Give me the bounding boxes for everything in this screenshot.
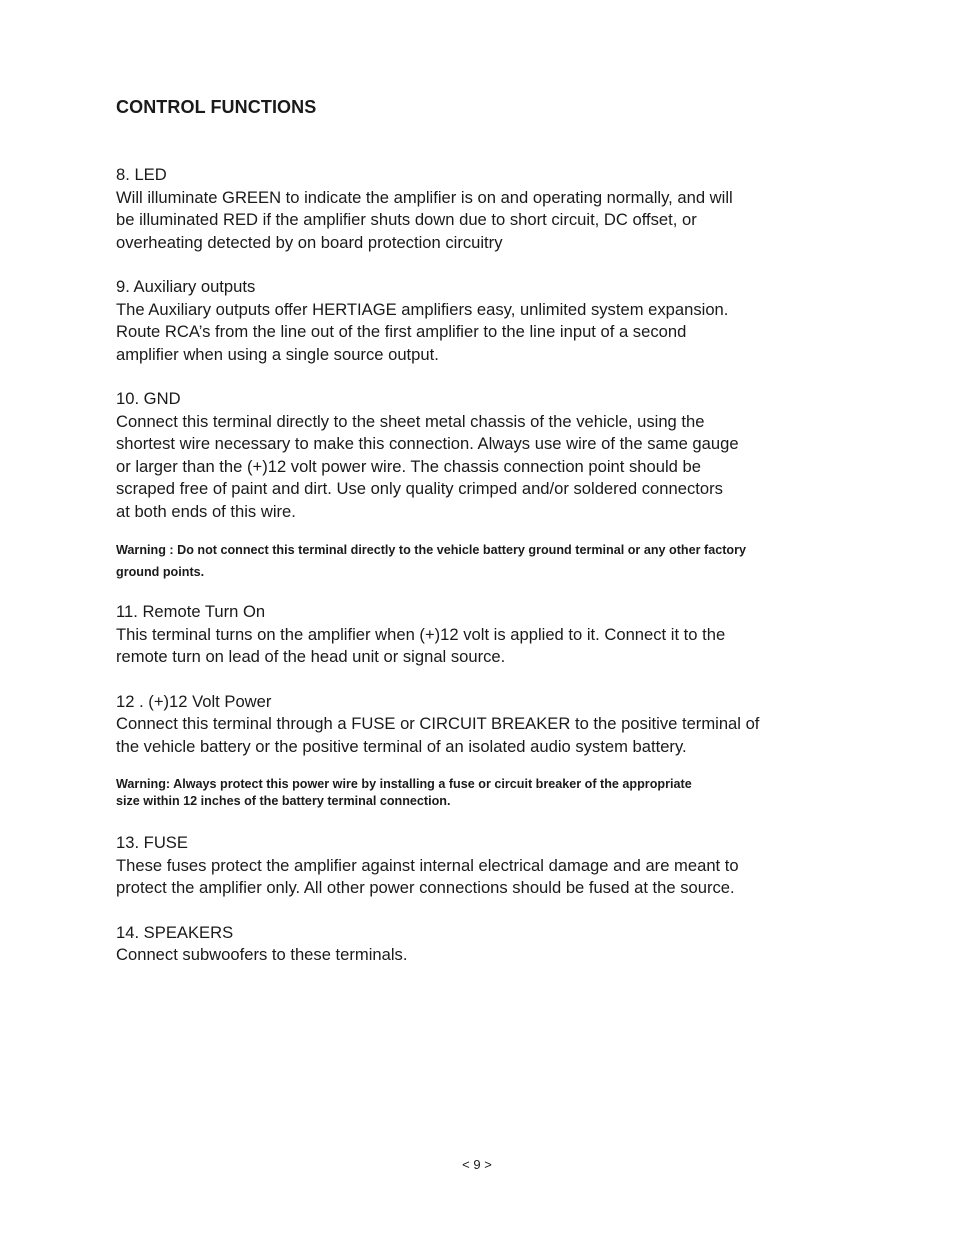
section-body: This terminal turns on the amplifier when (+)12 volt is applied to it. Connect it to the remote turn on lead of the head unit or signal source.	[116, 624, 726, 666]
section-body: The Auxiliary outputs offer HERTIAGE amplifiers easy, unlimited system expansion. Route RCA’s from the line out of the first amplifier to the line input of a second amplifier when using a single source output.	[116, 299, 729, 364]
section-auxiliary-outputs	[116, 276, 806, 366]
section-heading: 13. FUSE	[116, 833, 188, 852]
section-heading: 9. Auxiliary outputs	[116, 277, 256, 296]
section-body: These fuses protect the amplifier against internal electrical damage and are meant to protect the amplifier only. All other power connections should be fused at the source.	[116, 855, 739, 897]
section-body: Connect subwoofers to these terminals.	[116, 945, 408, 964]
warning-note-gnd: Warning : Do not connect this terminal directly to the vehicle battery ground terminal or any other factory ground points.	[116, 543, 747, 579]
section-heading: 14. SPEAKERS	[116, 922, 234, 942]
section-gnd	[116, 388, 806, 523]
control-functions-list	[116, 164, 806, 989]
section-heading: 11. Remote Turn On	[116, 602, 266, 621]
section-speakers	[116, 922, 806, 967]
section-body: Connect this terminal through a FUSE or CIRCUIT BREAKER to the positive terminal of the vehicle battery or the positive terminal of an isolated audio system battery.	[116, 714, 760, 756]
section-remote-turn-on	[116, 601, 806, 669]
section-heading: 10. GND	[116, 389, 181, 408]
page-title: CONTROL FUNCTIONS	[116, 97, 317, 117]
section-fuse	[116, 832, 806, 900]
section-body: Connect this terminal directly to the sheet metal chassis of the vehicle, using the shortest wire necessary to make this connection. Always use wire of the same gauge or larger than the (+)12 volt power wire. The chassis connection point should be scraped free of paint and dirt. Use only quality crimped and/or soldered connectors at both ends of this wire.	[116, 411, 739, 521]
warning-note-power: Warning: Always protect this power wire by installing a fuse or circuit breaker of the appropriate size within 12 inches of the battery terminal connection.	[116, 777, 692, 808]
section-led	[116, 164, 806, 254]
page-number: < 9 >	[462, 1157, 492, 1172]
section-heading: 12 . (+)12 Volt Power	[116, 691, 272, 711]
section-body: Will illuminate GREEN to indicate the amplifier is on and operating normally, and will be illuminated RED if the amplifier shuts down due to short circuit, DC offset, or overheating detected by on board protection circuitry	[116, 187, 733, 252]
section-heading: 8. LED	[116, 165, 167, 184]
section-12-volt-power	[116, 691, 806, 759]
